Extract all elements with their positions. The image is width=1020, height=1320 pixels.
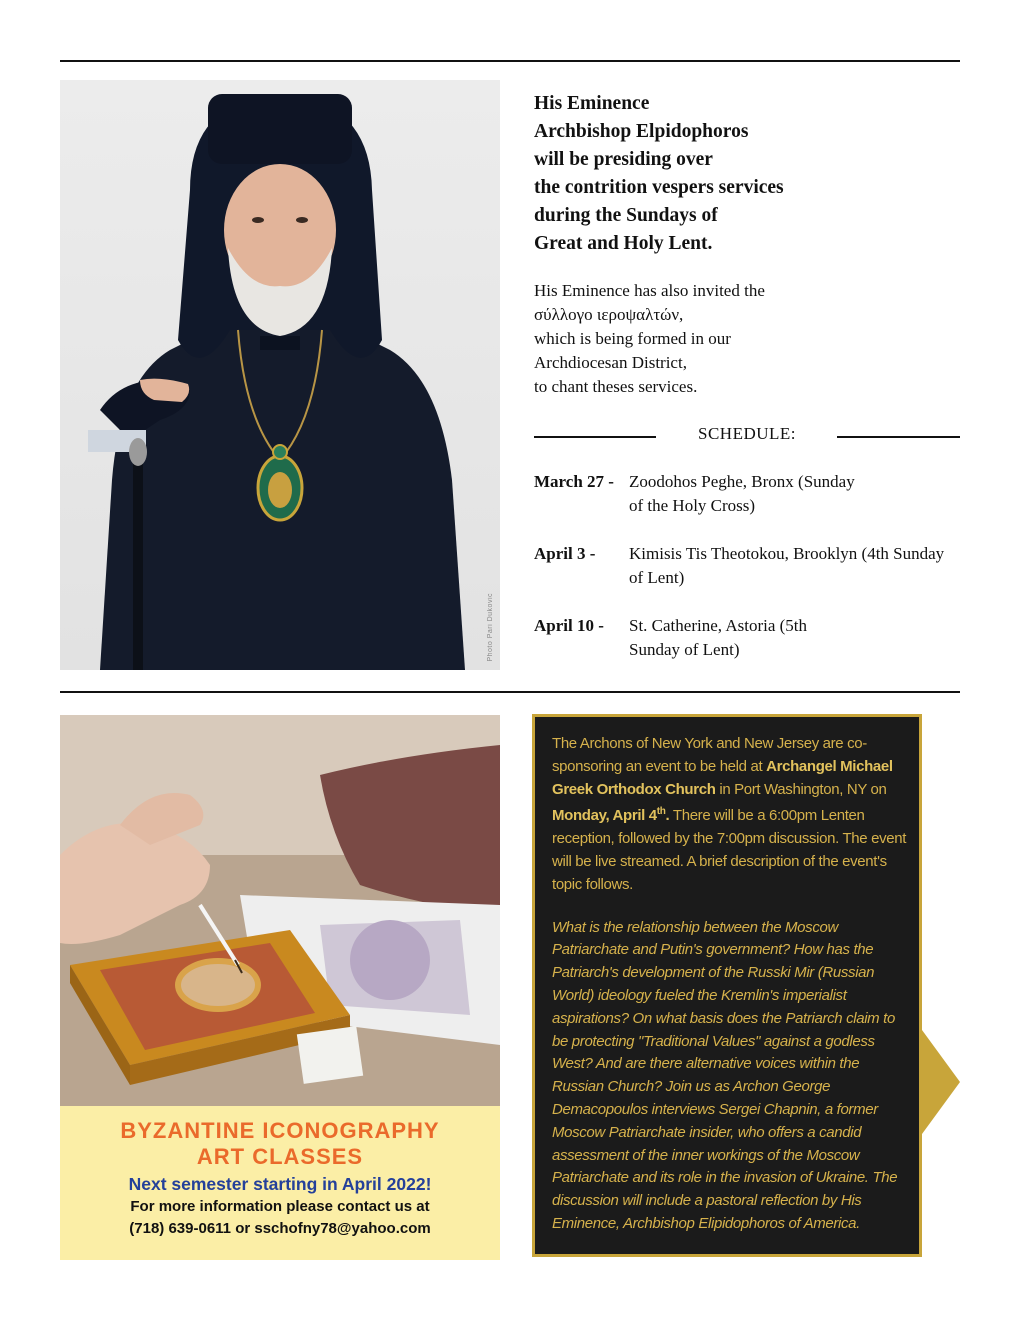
iconography-photo bbox=[60, 715, 500, 1106]
iconography-contact: For more information please contact us at bbox=[130, 1198, 430, 1215]
event-text: There will be a 6:00pm Lenten reception, followed by the 7:00pm discussion. The event will be live streamed. A brief description of the event's topic follows. bbox=[552, 807, 907, 893]
headline-line: His Eminence bbox=[534, 93, 650, 114]
iconography-illustration bbox=[60, 715, 500, 1106]
iconography-info-box bbox=[60, 1106, 500, 1260]
event-text: The Archons of New York and New Jersey are co-sponsoring an event to be held at bbox=[552, 735, 867, 775]
headline bbox=[534, 90, 784, 258]
iconography-subtitle: Next semester starting in April 2022! bbox=[128, 1174, 432, 1194]
schedule-date: April 10 - bbox=[534, 616, 604, 635]
schedule-text: Kimisis Tis Theotokou, Brooklyn (4th Sunday of Lent) bbox=[629, 544, 945, 587]
intro-line: which is being formed in our bbox=[534, 329, 731, 348]
event-date-suffix: th bbox=[656, 806, 666, 818]
schedule-title: SCHEDULE: bbox=[698, 424, 796, 443]
schedule-date: March 27 - bbox=[534, 472, 614, 491]
event-text: in Port Washington, NY on bbox=[715, 780, 887, 798]
schedule-text: St. Catherine, Astoria (5th Sunday of Lent) bbox=[629, 616, 808, 659]
schedule-header bbox=[534, 424, 960, 448]
iconography-title: BYZANTINE ICONOGRAPHY bbox=[120, 1118, 440, 1143]
intro-line: Archdiocesan District, bbox=[534, 353, 687, 372]
headline-line: during the Sundays of bbox=[534, 205, 718, 226]
headline-line: will be presiding over bbox=[534, 149, 713, 170]
event-date-period: . bbox=[665, 807, 670, 825]
intro-line: to chant theses services. bbox=[534, 377, 698, 396]
arrow-pointer bbox=[922, 1030, 960, 1134]
iconography-title: ART CLASSES bbox=[196, 1144, 364, 1169]
event-paragraph bbox=[552, 733, 911, 897]
headline-line: Archbishop Elpidophoros bbox=[534, 121, 749, 142]
middle-rule bbox=[60, 691, 960, 693]
event-church: Archangel Michael Greek Orthodox Church bbox=[552, 757, 893, 798]
photo-credit: Photo Pari Dukovic bbox=[487, 593, 494, 662]
schedule-rule-right bbox=[837, 436, 960, 438]
schedule-item bbox=[534, 542, 964, 592]
archbishop-photo bbox=[60, 80, 500, 670]
archbishop-illustration bbox=[60, 80, 500, 670]
event-date bbox=[552, 807, 669, 824]
intro-line: His Eminence has also invited the bbox=[534, 281, 765, 300]
headline-line: the contrition vespers services bbox=[534, 177, 784, 198]
headline-line: Great and Holy Lent. bbox=[534, 233, 713, 254]
iconography-contact: (718) 639-0611 or sschofny78@yahoo.com bbox=[129, 1220, 431, 1237]
intro-text bbox=[534, 279, 765, 399]
schedule-text: Zoodohos Peghe, Bronx (Sunday of the Holy Cross) bbox=[629, 472, 855, 515]
event-date-text: Monday, April 4 bbox=[552, 807, 657, 825]
archons-event-box bbox=[532, 714, 922, 1257]
event-topic-description: What is the relationship between the Moscow Patriarchate and Putin's government? How has the Patriarch's development of the Russki Mir (Russian World) ideology fueled the Kremlin's imperialist aspirations? On what basis does the Patriarch claim to be protecting "Traditional Values" against a godless West? And are there alternative voices within the Russian Church? Join us as Archon George Demacopoulos interviews Sergei Chapnin, a former Moscow Patriarchate insider, who offers a candid assessment of the inner workings of the Moscow Patriarchate and its role in the invasion of Ukraine. The discussion will include a pastoral reflection by His Eminence, Archbishop Elipidophoros of America. bbox=[552, 918, 898, 1232]
intro-line: σύλλογο ιεροψαλτών, bbox=[534, 305, 684, 324]
schedule-item bbox=[534, 614, 964, 664]
schedule-date: April 3 - bbox=[534, 544, 596, 563]
top-rule bbox=[60, 60, 960, 62]
schedule-item bbox=[534, 470, 964, 520]
